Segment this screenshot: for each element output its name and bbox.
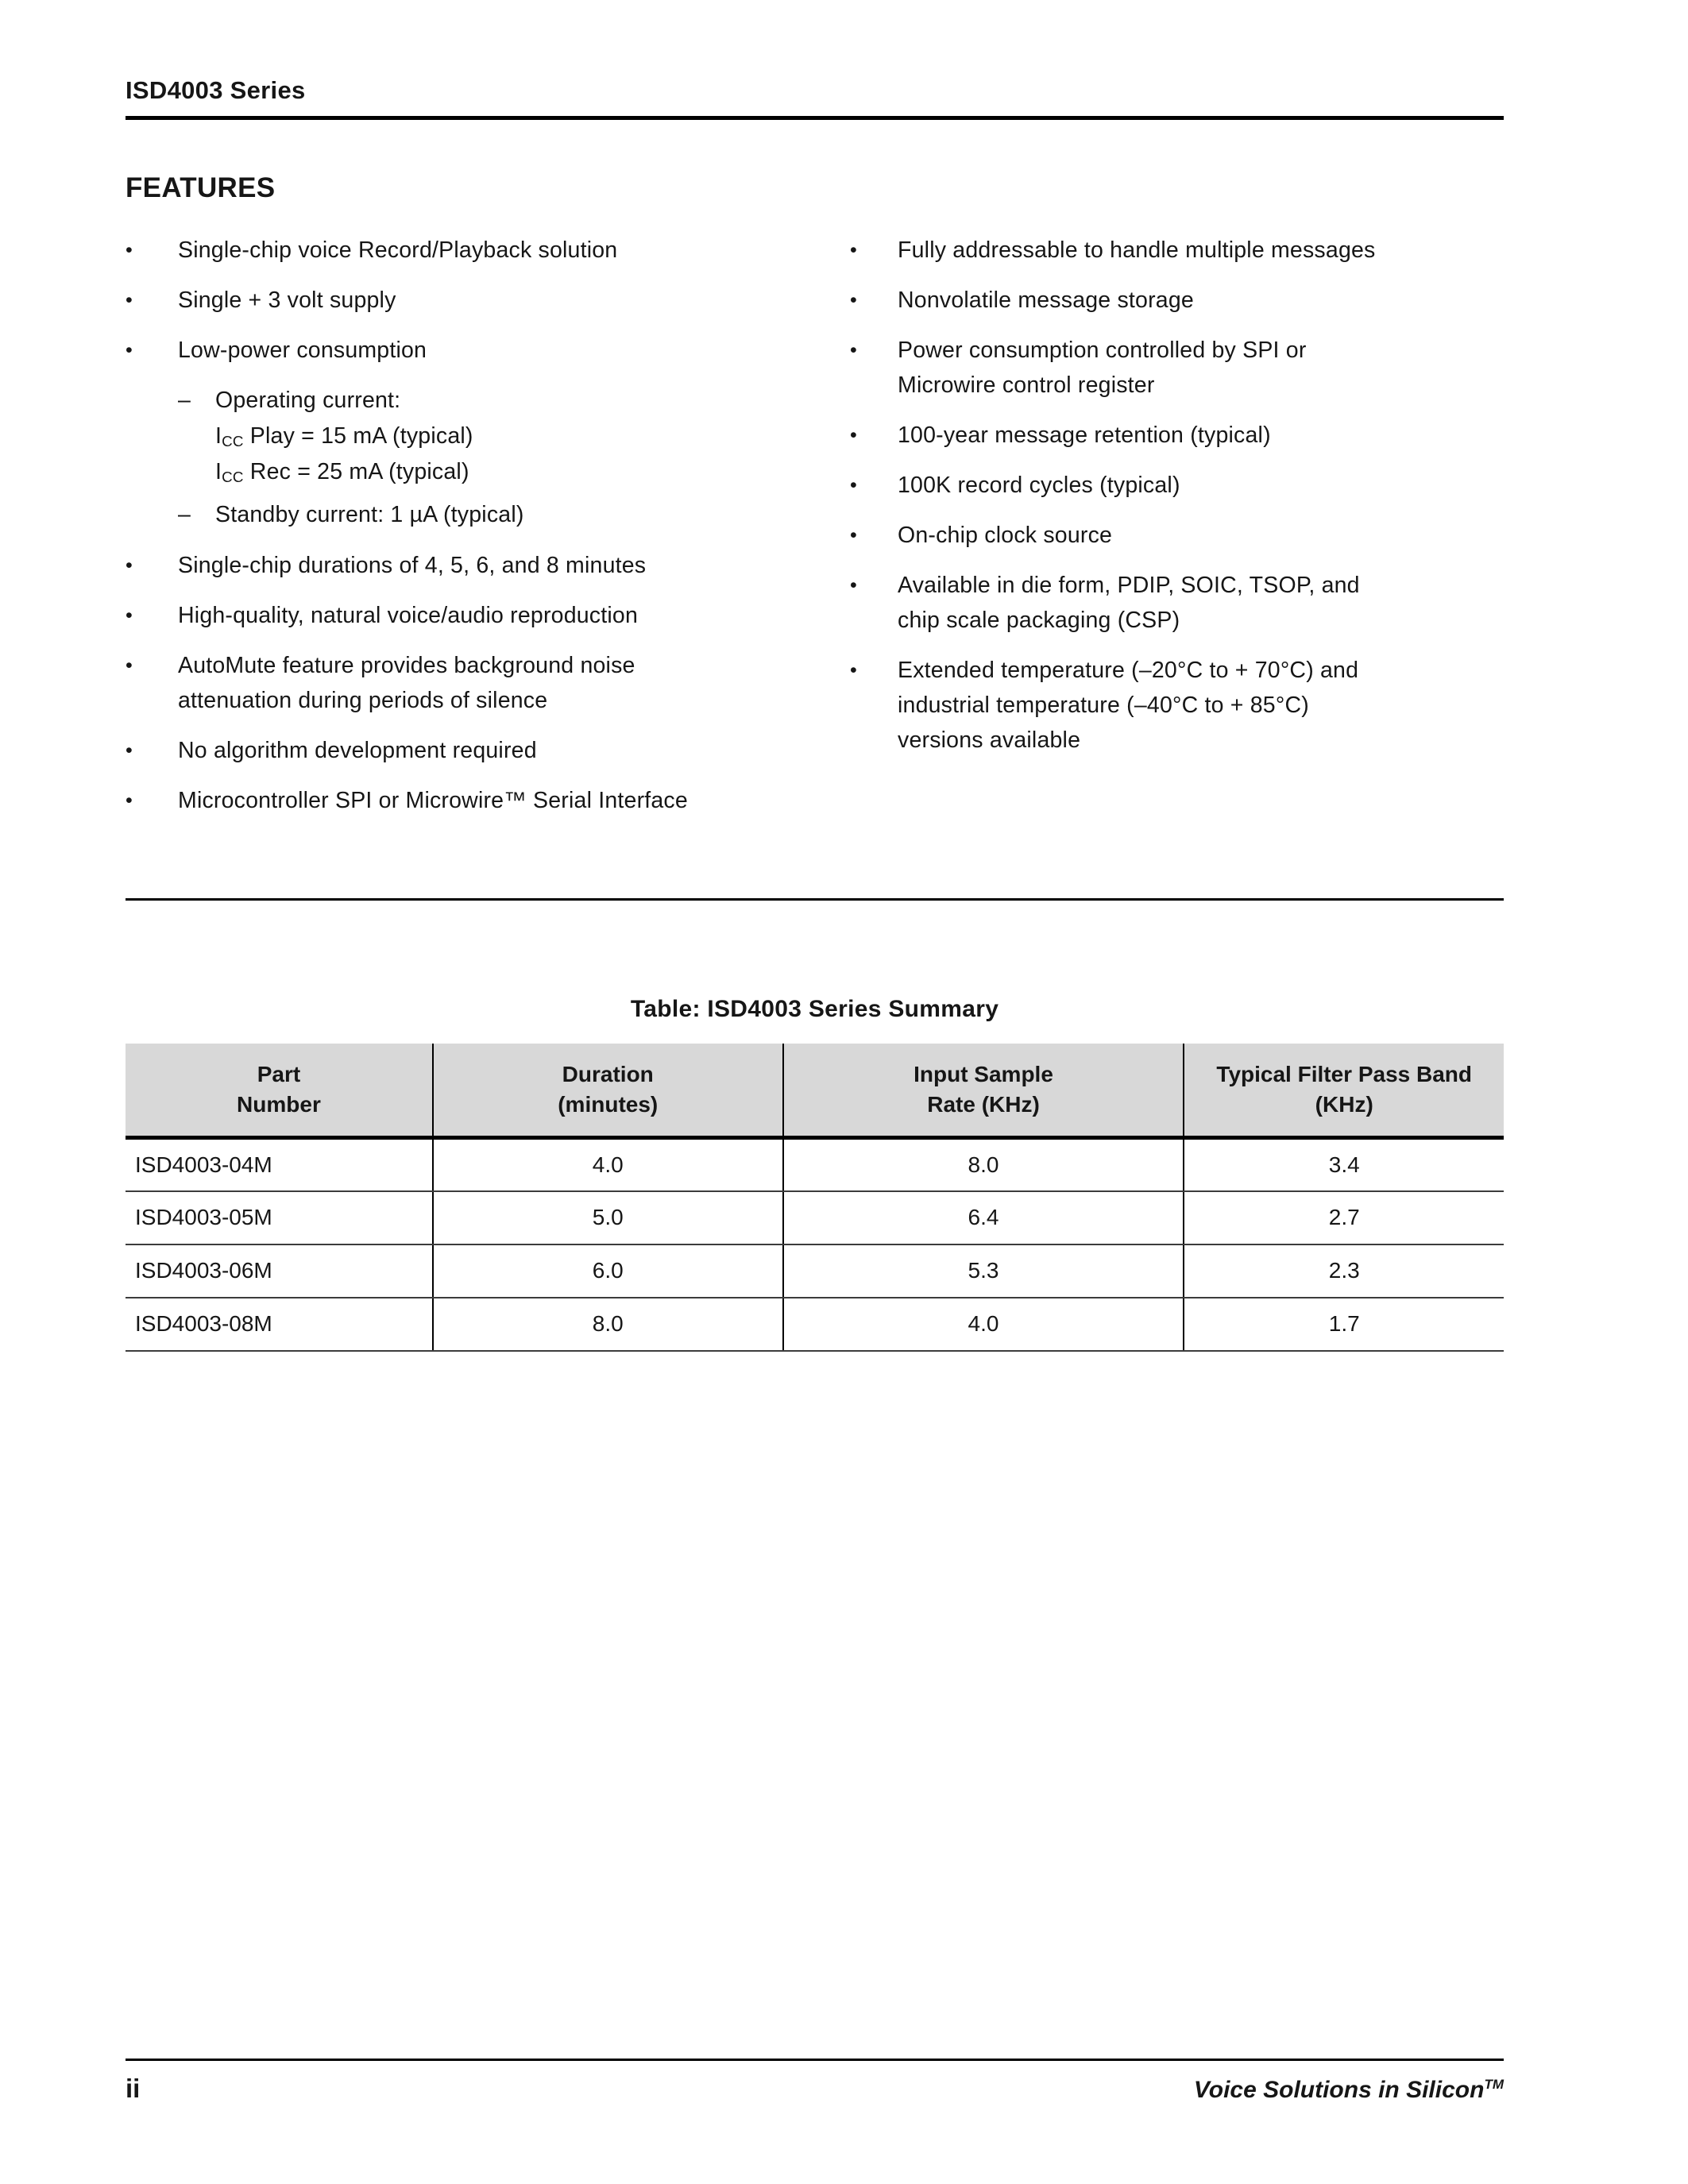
dash-text	[215, 497, 524, 533]
cell-pass-band: 3.4	[1184, 1138, 1504, 1191]
icc-rec-text: Rec = 25 mA (typical)	[243, 459, 469, 484]
page-footer	[126, 2059, 1504, 2104]
icc-subscript: CC	[222, 469, 244, 486]
bullet-glyph: •	[126, 339, 133, 361]
feature-item	[850, 283, 1504, 318]
cell-duration: 4.0	[433, 1138, 783, 1191]
icc-rec-line	[215, 454, 473, 490]
col-header-input-sample-rate	[783, 1044, 1184, 1138]
table-row	[126, 1191, 1504, 1244]
feature-item	[126, 283, 850, 318]
bullet-glyph: •	[850, 524, 857, 546]
feature-text: Single + 3 volt supply	[178, 287, 396, 313]
col-header-line: Duration	[562, 1062, 654, 1086]
series-summary-table	[126, 1044, 1504, 1352]
dash-glyph: –	[178, 388, 191, 413]
feature-text: Single-chip voice Record/Playback solution	[178, 237, 618, 263]
dash-glyph: –	[178, 502, 191, 527]
feature-text: AutoMute feature provides background noise attenuation during periods of silence	[178, 653, 635, 713]
cell-sample-rate: 4.0	[783, 1298, 1184, 1351]
bullet-glyph: •	[126, 789, 133, 812]
feature-item	[126, 648, 850, 718]
icc-symbol: I	[215, 459, 222, 484]
cell-sample-rate: 6.4	[783, 1191, 1184, 1244]
features-left-column	[126, 233, 850, 833]
low-power-sub-items	[178, 383, 850, 533]
feature-item	[126, 233, 850, 268]
feature-text: Power consumption controlled by SPI or Microwire control register	[898, 338, 1307, 398]
feature-text: Extended temperature (–20°C to + 70°C) and industrial temperature (–40°C to + 85°C) versions available	[898, 658, 1359, 753]
bullet-glyph: •	[126, 289, 133, 311]
feature-text: 100-year message retention (typical)	[898, 423, 1271, 448]
bullet-glyph: •	[850, 289, 857, 311]
feature-item	[850, 333, 1504, 403]
cell-duration: 8.0	[433, 1298, 783, 1351]
cell-part-number: ISD4003-08M	[126, 1298, 433, 1351]
page-number: ii	[126, 2074, 141, 2103]
cell-sample-rate: 8.0	[783, 1138, 1184, 1191]
icc-symbol: I	[215, 423, 222, 449]
trademark-superscript: TM	[1484, 2077, 1504, 2092]
bullet-glyph: •	[850, 474, 857, 496]
col-header-line: Rate (KHz)	[927, 1092, 1040, 1117]
cell-pass-band: 2.7	[1184, 1191, 1504, 1244]
feature-text: Fully addressable to handle multiple messages	[898, 237, 1376, 263]
col-header-line: Part	[257, 1062, 301, 1086]
col-header-part-number	[126, 1044, 433, 1138]
sub-item-standby-current	[178, 497, 850, 533]
footer-rule	[126, 2059, 1504, 2061]
footer-tagline	[1194, 2077, 1504, 2104]
bullet-glyph: •	[850, 339, 857, 361]
col-header-line: Typical Filter Pass Band	[1216, 1062, 1473, 1086]
feature-item	[126, 598, 850, 633]
cell-pass-band: 1.7	[1184, 1298, 1504, 1351]
doc-title: ISD4003 Series	[126, 76, 306, 104]
features-heading: FEATURES	[126, 172, 276, 203]
bullet-glyph: •	[850, 659, 857, 681]
feature-text: No algorithm development required	[178, 738, 537, 763]
bullet-glyph: •	[126, 554, 133, 577]
tagline-text: Voice Solutions in Silicon	[1193, 2077, 1485, 2103]
bullet-glyph: •	[126, 239, 133, 261]
feature-text: Microcontroller SPI or Microwire™ Serial Interface	[178, 788, 688, 813]
icc-subscript: CC	[222, 433, 244, 450]
header-rule	[126, 116, 1504, 120]
cell-part-number: ISD4003-06M	[126, 1244, 433, 1298]
feature-item	[850, 233, 1504, 268]
feature-item	[126, 548, 850, 583]
feature-text: 100K record cycles (typical)	[898, 473, 1180, 498]
col-header-line: Number	[237, 1092, 321, 1117]
col-header-line: (KHz)	[1315, 1092, 1373, 1117]
cell-sample-rate: 5.3	[783, 1244, 1184, 1298]
feature-text: On-chip clock source	[898, 523, 1113, 548]
table-header-row	[126, 1044, 1504, 1138]
bullet-glyph: •	[126, 604, 133, 627]
bullet-glyph: •	[850, 239, 857, 261]
feature-item	[850, 418, 1504, 453]
col-header-duration	[433, 1044, 783, 1138]
feature-text: Available in die form, PDIP, SOIC, TSOP, and chip scale packaging (CSP)	[898, 573, 1360, 633]
feature-item	[126, 333, 850, 368]
feature-text: Single-chip durations of 4, 5, 6, and 8 minutes	[178, 553, 647, 578]
table-title: Table: ISD4003 Series Summary	[630, 996, 999, 1022]
feature-text: Low-power consumption	[178, 338, 427, 363]
bullet-glyph: •	[126, 739, 133, 762]
col-header-filter-pass-band	[1184, 1044, 1504, 1138]
page-content	[126, 0, 1504, 1352]
bullet-glyph: •	[850, 424, 857, 446]
cell-duration: 5.0	[433, 1191, 783, 1244]
bullet-glyph: •	[126, 654, 133, 677]
feature-text: High-quality, natural voice/audio reproduction	[178, 603, 639, 628]
feature-item	[850, 568, 1504, 638]
dash-text	[215, 383, 473, 490]
col-header-line: Input Sample	[914, 1062, 1053, 1086]
feature-item	[850, 518, 1504, 553]
features-right-column	[850, 233, 1504, 833]
icc-play-text: Play = 15 mA (typical)	[243, 423, 473, 449]
feature-item	[126, 733, 850, 768]
table-row	[126, 1298, 1504, 1351]
cell-pass-band: 2.3	[1184, 1244, 1504, 1298]
standby-current-label: Standby current: 1 µA (typical)	[215, 502, 524, 527]
cell-part-number: ISD4003-05M	[126, 1191, 433, 1244]
operating-current-label: Operating current:	[215, 388, 401, 413]
feature-item	[850, 653, 1504, 758]
feature-item	[850, 468, 1504, 503]
feature-item	[126, 783, 850, 818]
feature-text: Nonvolatile message storage	[898, 287, 1194, 313]
bullet-glyph: •	[850, 574, 857, 596]
features-columns	[126, 233, 1504, 833]
table-row	[126, 1244, 1504, 1298]
table-row	[126, 1138, 1504, 1191]
icc-play-line	[215, 419, 473, 454]
col-header-line: (minutes)	[558, 1092, 659, 1117]
sub-item-operating-current	[178, 383, 850, 490]
cell-duration: 6.0	[433, 1244, 783, 1298]
cell-part-number: ISD4003-04M	[126, 1138, 433, 1191]
section-divider-rule	[126, 898, 1504, 901]
footer-row	[126, 2074, 1504, 2104]
